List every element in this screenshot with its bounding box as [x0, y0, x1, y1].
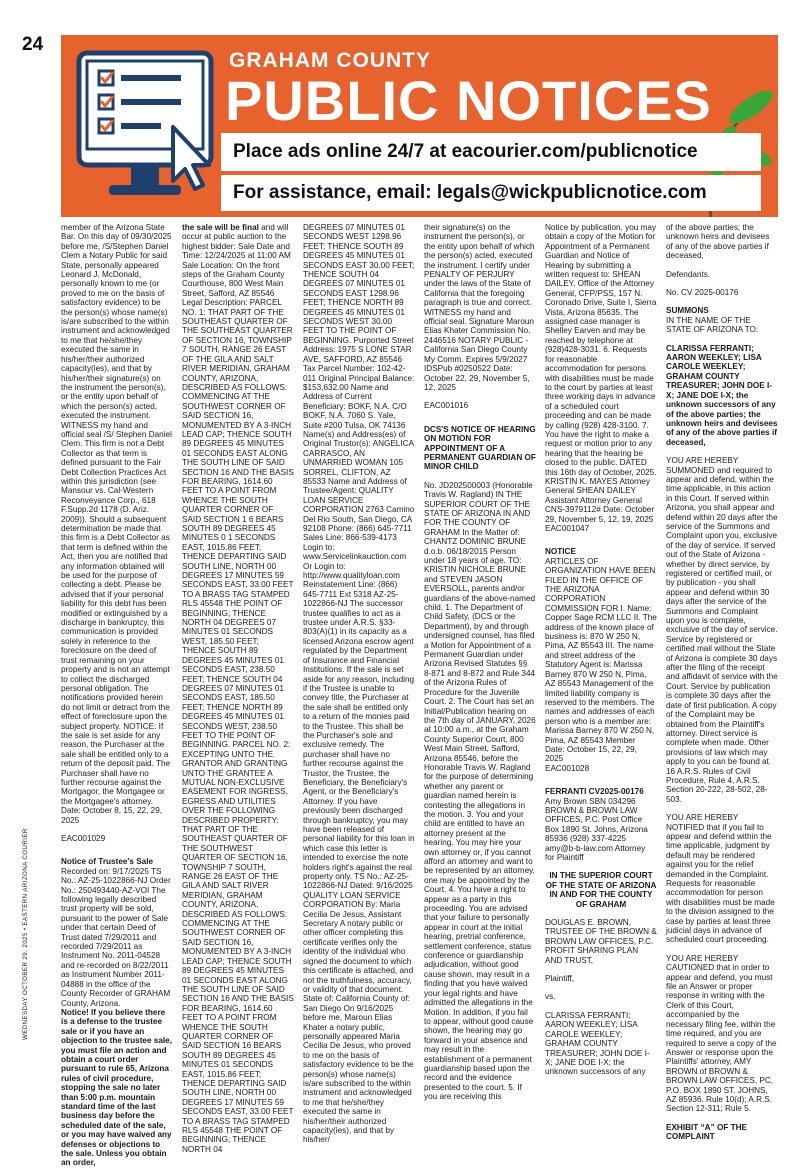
notice-id: EAC001029	[61, 834, 106, 843]
notice-id: EAC001016	[424, 401, 469, 411]
notice-warning: Notice! If you believe there is a defense to the trustee sale or if you have an objection to the trustee sale, you must file an action and obtain a court order pursuant to rule 65, Arizona rules of civil procedure, stopping the sale no later than 5:00 p.m. mountain standard time of the last business day before the scheduled date of the sale, or you may have waived any defenses or objections to the sale. Unless you obtain an order,	[61, 1007, 173, 1168]
assistance-line: For assistance, email: legals@wickpublicnotice.com	[221, 175, 761, 211]
place-ads-line: Place ads online 24/7 at eacourier.com/publicnotice	[221, 133, 761, 171]
column-2	[182, 223, 294, 1154]
notice-text: Defendants.	[666, 269, 711, 279]
section-title: PUBLIC NOTICES	[225, 69, 712, 132]
column-1	[61, 223, 173, 1168]
page-number: 24	[22, 34, 44, 55]
notice-id: EAC001028	[545, 763, 590, 773]
notice-bold-text: the sale will be final	[182, 223, 259, 232]
notice-text: of the above parties; the unknown heirs and devisees of any of the above parties if deceased,	[666, 223, 770, 261]
county-name: GRAHAM COUNTY	[229, 49, 431, 72]
notice-text: ARTICLES OF ORGANIZATION HAVE BEEN FILED IN THE OFFICE OF THE ARIZONA CORPORATION COMMISSION FOR I. Name: Copper Sage RCM LLC II. The address of the known place of business is: 870 W 250 N, Pima, AZ 85543 III. The name and street address of the Statutory Agent is: Marissa Barney 870 W 250 N, Pima, AZ 85543 Management of the limited liability company is reserved to the members. The names and addresses of each person who is a member are: Marissa Barney 870 W 250 N, Pima, AZ 85543 Member Date: October 15, 22, 29, 2025	[545, 556, 657, 764]
notice-text: No. CV 2025-00176	[666, 288, 739, 298]
column-4	[424, 223, 536, 1102]
notice-id: EAC001047	[545, 524, 590, 533]
notice-text: and will occur at public auction to the highest bidder: Sale Date and Time: 12/24/2025 at 11:00 AM Sale Location: On the front steps of the Graham County Courthouse, 800 West Main Street, Safford, AZ 85546 Legal Description: PARCEL NO. 1: THAT PART OF THE SOUTHEAST QUARTER OF THE SOUTHEAST QUARTER OF SECTION 16, TOWNSHIP 7 SOUTH, RANGE 26 EAST OF THE GILA AND SALT RIVER MERIDIAN, GRAHAM COUNTY, ARIZONA, DESCRIBED AS FOLLOWS: COMMENCING AT THE SOUTHWEST CORNER OF SAID SECTION 16, MONUMENTED BY A 3-INCH LEAD CAP; THENCE SOUTH 89 DEGREES 45 MINUTES 01 SECONDS EAST ALONG THE SOUTH LINE OF SAID SECTION 16 AND THE BASIS FOR BEARING, 1614.60 FEET TO A POINT FROM WHENCE THE SOUTH QUARTER CORNER OF SAID SECTION 1 6 BEARS SOUTH 89 DEGREES 45 MINUTES 0 1 SECONDS EAST, 1015.86 FEET; THENCE DEPARTING SAID SOUTH LINE, NORTH 00 DEGREES 17 MINUTES 59 SECONDS EAST, 33.00 FEET TO A BRASS TAG STAMPED RLS 45548 THE POINT OF BEGINNING; THENCE NORTH 04 DEGREES 07 MINUTES 01 SECONDS WEST, 185.50 FEET; THENCE SOUTH 89 DEGREES 45 MINUTES 01 SECONDS EAST, 238.50 FEET; THENCE SOUTH 04 DEGREES 07 MINUTES 01 SECONDS EAST, 185.50 FEET; THENCE NORTH 89 DEGREES 45 MINUTES 01 SECONDS WEST, 238.50 FEET TO THE POINT OF BEGINNING. PARCEL NO. 2: EXCEPTING UNTO THE GRANTOR AND GRANTING UNTO THE GRANTEE A MUTUAL NON-EXCLUSIVE EASEMENT FOR INGRESS, EGRESS AND UTILITIES OVER THE FOLLOWING DESCRIBED PROPERTY: THAT PART OF THE SOUTHEAST QUARTER OF THE SOUTHWEST QUARTER OF SECTION 16, TOWNSHIP 7 SOUTH, RANGE 26 EAST OF THE GILA AND SALT RIVER MERIDIAN, GRAHAM COUNTY, ARIZONA, DESCRIBED AS FOLLOWS: COMMENCING AT THE SOUTHWEST CORNER OF SAID SECTION 16, MONUMENTED BY A 3-INCH LEAD CAP; THENCE SOUTH 89 DEGREES 45 MINUTES 01 SECONDS EAST ALONG THE SOUTH LINE OF SAID SECTION 16 AND THE BASIS FOR BEARING, 1614.60 FEET TO A POINT FROM WHENCE THE SOUTH QUARTER CORNER OF SAID SECTION 16 BEARS SOUTH 89 DEGREES 45 MINUTES 01 SECONDS EAST, 1015.86 FEET; THENCE DEPARTING SAID SOUTH LINE, NORTH 00 DEGREES 17 MINUTES 59 SECONDS EAST, 33.00 FEET TO A BRASS TAG STAMPED RLS 45548 THE POINT OF BEGINNING; THENCE NORTH 04	[182, 223, 294, 1154]
notice-text: YOU ARE HEREBY NOTIFIED that if you fail to appear and defend within the time applicable, judgment by default may be rendered against you for the relief demanded in the Complaint. Requests for reasonable accommodation for person with disabilities must be made to the division assigned to the case by parties at least three judicial days in advance of scheduled court proceeding.	[666, 813, 775, 945]
notice-heading: EXHIBIT “A” OF THE COMPLAINT	[666, 1122, 747, 1142]
notice-text: YOU ARE HEREBY SUMMONED and required to appear and defend, within the time applicable, in this action in this Court. If served within Arizona, you shall appear and defend within 20 days after the service of the Summons and Complaint upon you, exclusive of the day of service. If served out of the State of Arizona - whether by direct service, by registered or certified mail, or by publication - you shall appear and defend within 30 days after the service of the Summons and Complaint upon you is complete, exclusive of the day of service. Service by registered or certified mail without the State of Arizona is complete 30 days after the filing of the receipt and affidavit of service with the Court. Service by publication is complete 30 days after the date of first publication. A copy of the Complaint may be obtained from the Plaintiff's attorney. Direct service is complete when made. Other provisions of law which may apply to you can be found at 16 A.R.S. Rules of Civil Procedure, Rule 4, A.R.S. Section 20-222, 28-502, 28-503.	[666, 456, 778, 804]
column-6	[666, 223, 778, 1142]
notice-text: DOUGLAS E. BROWN, TRUSTEE OF THE BROWN & BROWN LAW OFFICES, P.C. PROFIT SHARING PLAN AND TRUST,	[545, 918, 657, 965]
notice-text: DEGREES 07 MINUTES 01 SECONDS WEST 1298.96 FEET; THENCE SOUTH 89 DEGREES 45 MINUTES 01 SECONDS EAST 30.00 FEET; THENCE SOUTH 04 DEGREES 07 MINUTES 01 SECONDS EAST 1298.96 FEET; THENCE NORTH 89 DEGREES 45 MINUTES 01 SECONDS WEST 30.00 FEET TO THE POINT OF BEGINNING. Purported Street Address: 1975 S LONE STAR AVE, SAFFORD, AZ 85546 Tax Parcel Number: 102-42-011 Original Principal Balance: $153,632.00 Name and Address of Current Beneficiary: BOKF, N.A. C/O BOKF, N.A. 7060 S. Yale, Suite #200 Tulsa, OK 74136 Name(s) and Address(es) of Original Trustor(s): ANGELICA CARRASCO, AN UNMARRIED WOMAN 105 SORREL, CLIFTON, AZ 85533 Name and Address of Trustee/Agent: QUALITY LOAN SERVICE CORPORATION 2763 Camino Del Rio South, San Diego, CA 92108 Phone: (866) 645-7711 Sales Line: 866-539-4173 Login to: www.Servicelinkauction.com Or Login to: http://www.qualityloan.com Reinstatement Line: (866) 645-7711 Ext 5318 AZ-25-1022866-NJ The successor trustee qualifies to act as a trustee under A.R.S. §33-803(A)(1) in its capacity as a licensed Arizona escrow agent regulated by the Department of Insurance and Financial Institutions. If the sale is set aside for any reason, including if the Trustee is unable to convey title, the Purchaser at the sale shall be entitled only to a return of the monies paid to the Trustee. This shall be the Purchaser's sole and exclusive remedy. The purchaser shall have no further recourse against the Trustor, the Trustee, the Beneficiary, the Beneficiary's Agent, or the Beneficiary's Attorney. If you have previously been discharged through bankruptcy, you may have been released of personal liability for this loan in which case this letter is intended to exercise the note holders right's against the real property only. TS No.: AZ-25-1022866-NJ Dated: 9/16/2025 QUALITY LOAN SERVICE CORPORATION By: Maria Cecilia De Jesus, Assistant Secretary A notary public or other officer completing this certificate verifies only the identity of the individual who signed the document to which this certificate is attached, and not the truthfulness, accuracy, or validity of that document. State of: California County of: San Diego On 9/16/2025 before me, Maroun Elias Khater a notary public, personally appeared Maria Cecilia De Jesus, who proved to me on the basis of satisfactory evidence to be the person(s) whose name(s) is/are subscribed to the within instrument and acknowledged to me that he/she/they executed the same in his/her/their authorized capacity(ies), and that by his/her/	[303, 223, 415, 1145]
court-heading: IN THE SUPERIOR COURT OF THE STATE OF ARIZONA IN AND FOR THE COUNTY OF GRAHAM	[545, 871, 657, 909]
notice-text: YOU ARE HEREBY CAUTIONED that in order to appear and defend, you must file an Answer or proper response in writing with the Clerk of this Court, accompanied by the necessary filing fee, within the time required, and you are required to serve a copy of the Answer or response upon the Plaintiffs' attorney, AMY BROWN of BROWN & BROWN LAW OFFICES, PC, P.O. BOX 1890 ST. JOHNS, AZ 85936. Rule 10(d); A.R.S. Section 12-311; Rule 5.	[666, 953, 777, 1114]
notice-text: IN THE NAME OF THE STATE OF ARIZONA TO:	[666, 315, 759, 335]
issue-date-caption: WEDNESDAY OCTOBER 29, 2025 • EASTERN ARIZONA COURIER	[22, 828, 29, 1040]
notice-text: CLARISSA FERRANTI; AARON WEEKLEY; LISA CAROLE WEEKLEY; GRAHAM COUNTY TREASURER; JOHN DOE I-X; JANE DOE I-X; the unknown successors of any	[545, 1010, 650, 1077]
notice-text: Recorded on: 9/17/2025 TS No.: AZ-25-1022866-NJ Order No.: 250493440-AZ-VOI The following legally described trust property will be sold, pursuant to the power of Sale under that certain Deed of Trust dated 7/29/2011 and recorded 7/29/2011 as Instrument No. 2011-04528 and re-recorded on 8/22/2011 as Instrument Number 2011-04888 in the office of the County Recorder of GRAHAM County, Arizona.	[61, 866, 171, 1008]
notice-parties: CLARISSA FERRANTI; AARON WEEKLEY; LISA CAROLE WEEKLEY; GRAHAM COUNTY TREASURER; JOHN DOE I-X; JANE DOE I-X; the unknown successors of any of the above parties; the unknown heirs and devisees of any of the above parties if deceased,	[666, 343, 778, 447]
notice-text: Plaintiff,	[545, 974, 574, 984]
notice-heading: Notice of Trustee's Sale	[61, 857, 154, 867]
notice-text: No. JD202500003 (Honorable Travis W. Ragland) IN THE SUPERIOR COURT OF THE STATE OF ARIZONA IN AND FOR THE COUNTY OF GRAHAM In the Matter of: CHANTZ DOMINIC BRUNE d.o.b. 06/18/2015 Person under 18 years of age. TO: KRISTIN NICHOLE BRUNE and STEVEN JASON EVERSOLL, parents and/or guardians of the above-named child. 1. The Department of Child Safety, (DCS or the Department), by and through undersigned counsel, has filed a Motion for Appointment of a Permanent Guardian under Arizona Revised Statutes §§ 8-871 and 8-872 and Rule 344 of the Arizona Rules of Procedure for the Juvenile Court. 2. The Court has set an Initial/Publication hearing on the 7th day of JANUARY, 2026 at 10:00 a.m., at the Graham County Superior Court, 800 West Main Street, Safford, Arizona 85546, before the Honorable Travis W. Ragland for the purpose of determining whether any parent or guardian named herein is contesting the allegations in the motion. 3. You and your child are entitled to have an attorney present at the hearing. You may hire your own attorney or, if you cannot afford an attorney and want to be represented by an attorney, one may be appointed by the Court. 4. You have a right to appear as a party in this proceeding. You are advised that your failure to personally appear in court at the initial hearing, pretrial conference, settlement conference, status conference or guardianship adjudication, without good cause shown, may result in a finding that you have waived your legal rights and have admitted the allegations in the Motion. In addition, if you fail to appear, without good cause shown, the hearing may go forward in your absence and may result in the establishment of a permanent guardianship based upon the record and the evidence presented to the court. 5. If you are receiving this	[424, 480, 536, 1102]
notice-text: Amy Brown SBN 034296 BROWN & BROWN LAW OFFICES, P.C. Post Office Box 1890 St. Johns, Arizona 85936 (928) 337-4225 amy@b-b-law.com Attorney for Plaintiff	[545, 796, 648, 862]
notice-text: member of the Arizona State Bar. On this day of 09/30/2025 before me, /S/Stephen Daniel Clem a Notary Public for said State, personally appeared Leonard J. McDonald, personally known to me (or proved to me on the basis of satisfactory evidence) to be the person(s) whose name(s) is/are subscribed to the within instrument and acknowledged to me that he/she/they executed the same in his/her/their authorized capacity(ies), and that by his/her/their signature(s) on the instrument the person(s), or the entity upon behalf of which the person(s) acted, executed the instrument. WITNESS my hand and official seal /S/ Stephen Daniel Clem. This firm is not a Debt Collector as that term is defined pursuant to the Fair Debt Collection Practices Act within this jurisdiction (see Mansour vs. Cal-Western Reconveyance Corp., 618 F.Supp.2d 1178 (D. Ariz. 2009)). Should a subsequent determination be made that this firm is a Debt Collector as that term is defined within the Act, then you are notified that any information obtained will be used for the purpose of collecting a debt. Please be advised that if your personal liability for this debt has been modified or extinguished by a discharge in bankruptcy, this communication is provided solely in reference to the foreclosure on the deed of trust remaining on your property and is not an attempt to collect the discharged personal obligation. The notifications provided herein do not limit or detract from the effect of foreclosure upon the subject property. NOTICE: If the sale is set aside for any reason, the Purchaser at the sale shall be entitled only to a return of the deposit paid. The Purchaser shall have no further recourse against the Mortgagor, the Mortgagee or the Mortgagee's attorney. Date: October 8, 15, 22, 29, 2025	[61, 223, 172, 825]
notice-text: Notice by publication, you may obtain a copy of the Motion for Appointment of a Permanent Guardian and Notice of Hearing by submitting a written request to: SHEAN DAILEY, Office of the Attorney General, CFP/PSS, 157 N. Coronado Drive, Suite I, Sierra Vista, Arizona 85635. The assigned case manager is Shelley Earven and may be reached by telephone at (928)428-3031. 6. Requests for reasonable accommodation for persons with disabilities must be made to the court by parties at least three working days in advance of a scheduled court proceeding and can be made by calling (928) 428-3100. 7. You have the right to make a request or motion prior to any hearing that the hearing be closed to the public. DATED this 16th day of October, 2025. KRISTIN K. MAYES Attorney General SHEAN DAILEY Assistant Attorney General CNS-3979112# Date: October 29, November 5, 12, 19, 2025	[545, 223, 657, 524]
notice-heading: DCS'S NOTICE OF HEARING ON MOTION FOR APPOINTMENT OF A PERMANENT GUARDIAN OF MINOR CHILD	[424, 424, 536, 472]
notice-heading: NOTICE	[545, 547, 576, 557]
column-5	[545, 223, 657, 1075]
notice-text: vs.	[545, 992, 556, 1002]
notice-heading: SUMMONS	[666, 306, 709, 316]
public-notices-banner	[61, 35, 778, 217]
notice-heading: FERRANTI CV2025-00176	[545, 787, 644, 797]
notice-text: their signature(s) on the instrument the person(s), or the entity upon behalf of which the person(s) acted, executed the instrument. I certify under PENALTY OF PERJURY under the laws of the State of California that the foregoing paragraph is true and correct. WITNESS my hand and official seal. Signature Maroun Elias Khater Commission No. 2446516 NOTARY PUBLIC - California San Diego County My Comm. Expires 5/9/2027 IDSPub #0250522 Date: October 22, 29, November 5, 12, 2025	[424, 223, 535, 392]
notice-columns	[61, 223, 781, 1168]
column-3	[303, 223, 415, 1145]
